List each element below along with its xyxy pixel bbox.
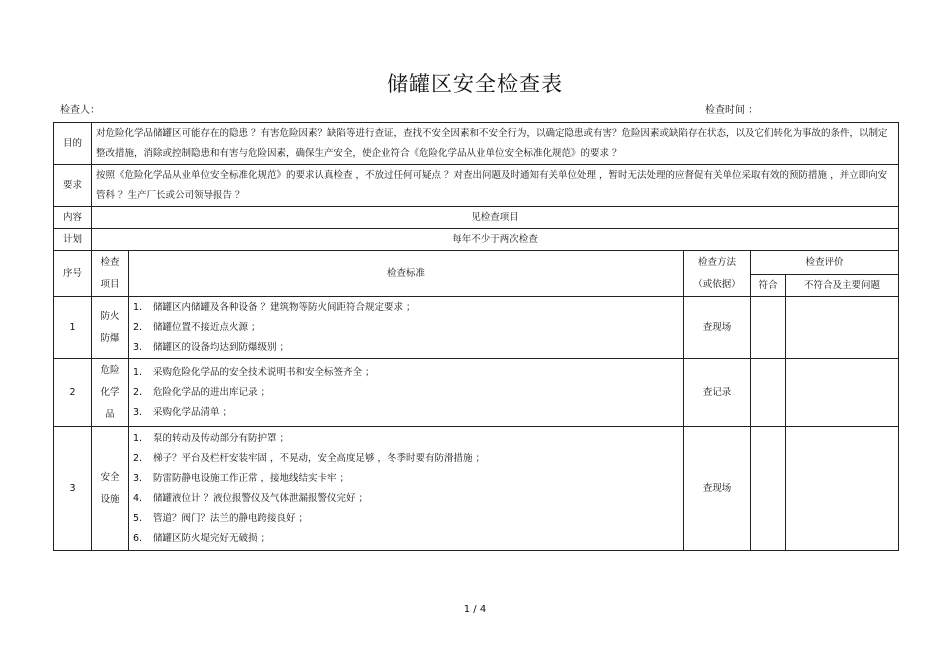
table-row (54, 297, 899, 359)
nonconform-cell[interactable] (786, 297, 899, 359)
item-seq: 1 (54, 297, 92, 359)
standard-line: 6. 储罐区防火堤完好无破损 ； (133, 532, 271, 544)
requirement-row (54, 165, 899, 207)
header-conform: 符合 (751, 275, 786, 297)
item-seq: 3 (54, 427, 92, 551)
header-evaluation: 检查评价 (751, 251, 899, 275)
requirement-text: 按照《危险化学品从业单位安全标准化规范》的要求认真检查 ，不放过任何可疑点 ？对查出问题及时通知有关单位处理 ，暂时无法处理的应督促有关单位采取有效的预防措施 ，并立即向安管科 ？生产厂长或公司领导报告 ？ (92, 165, 899, 207)
header-item: 检查 项目 (92, 251, 129, 297)
content-row (54, 207, 899, 229)
item-standards (129, 297, 684, 359)
header-nonconform: 不符合及主要问题 (786, 275, 899, 297)
requirement-label: 要求 (54, 165, 92, 207)
item-method: 查现场 (684, 297, 751, 359)
content-text: 见检查项目 (92, 207, 899, 229)
item-standards (129, 427, 684, 551)
item-method: 查记录 (684, 359, 751, 427)
standard-line: 1. 采购危险化学品的安全技术说明书和安全标签齐全 ； (133, 366, 375, 378)
table-row (54, 359, 899, 427)
plan-label: 计划 (54, 229, 92, 251)
header-standard: 检查标准 (129, 251, 684, 297)
purpose-text: 对危险化学品储罐区可能存在的隐患 ？有害危险因素？缺陷等进行查证，查找不安全因素和不安全行为，以确定隐患或有害？危险因素或缺陷存在状态，以及它们转化为事故的条件，以制定整改措施，消除或控制隐患和有害与危险因素，确保生产安全，使企业符合《危险化学品从业单位安全标准化规范》的要求 ？ (92, 123, 899, 165)
nonconform-cell[interactable] (786, 359, 899, 427)
item-name: 防火 防爆 (92, 297, 129, 359)
standard-line: 4. 储罐液位计 ？液位报警仪及气体泄漏报警仪完好 ； (133, 492, 369, 504)
inspection-time-label: 检查时间 ： (705, 105, 759, 116)
item-name: 安全 设施 (92, 427, 129, 551)
plan-text: 每年不少于两次检查 (92, 229, 899, 251)
header-seq: 序号 (54, 251, 92, 297)
standard-line: 1. 泵的转动及传动部分有防护罩 ； (133, 432, 290, 444)
document-title: 储罐区安全检查表 (387, 72, 563, 96)
inspector-label: 检查人： (60, 105, 100, 116)
standard-line: 3. 采购化学品清单 ； (133, 406, 233, 418)
header-method: 检查方法 （或依据） (684, 251, 751, 297)
safety-checklist-table (53, 122, 899, 551)
standard-line: 1. 储罐区内储罐及各种设备 ？建筑物等防火间距符合规定要求 ； (133, 301, 416, 313)
item-method: 查现场 (684, 427, 751, 551)
standard-line: 2. 储罐位置不接近点火源 ； (133, 321, 261, 333)
table-row (54, 427, 899, 551)
header-row (54, 251, 899, 275)
conform-cell[interactable] (751, 297, 786, 359)
standard-line: 2. 梯子？平台及栏杆安装牢固 ，不晃动，安全高度足够 ，冬季时要有防滑措施 ； (133, 452, 486, 464)
content-label: 内容 (54, 207, 92, 229)
item-standards (129, 359, 684, 427)
standard-line: 3. 储罐区的设备均达到防爆级别 ； (133, 341, 290, 353)
plan-row (54, 229, 899, 251)
purpose-label: 目的 (54, 123, 92, 165)
standard-line: 3. 防雷防静电设施工作正常 ，接地线结实卡牢 ； (133, 472, 350, 484)
item-name: 危险 化学 品 (92, 359, 129, 427)
standard-line: 5. 管道？阀门？法兰的静电跨接良好 ； (133, 512, 309, 524)
conform-cell[interactable] (751, 427, 786, 551)
conform-cell[interactable] (751, 359, 786, 427)
standard-line: 2. 危险化学品的进出库记录 ； (133, 386, 271, 398)
purpose-row (54, 123, 899, 165)
nonconform-cell[interactable] (786, 427, 899, 551)
item-seq: 2 (54, 359, 92, 427)
page-number: 1 / 4 (463, 604, 487, 615)
